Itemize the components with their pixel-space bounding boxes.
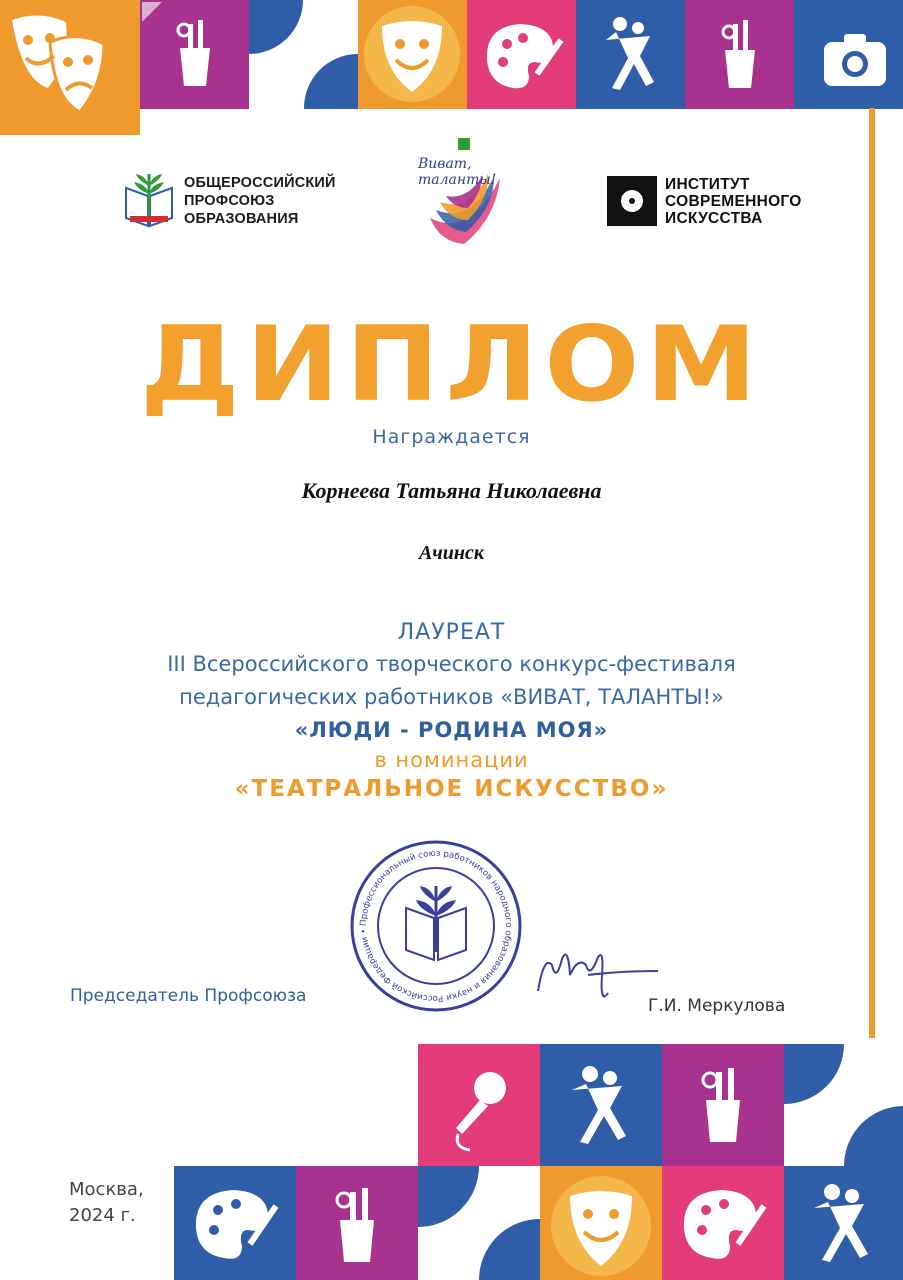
vivat-logo-line: Виват, <box>418 156 472 172</box>
microphone-icon <box>418 1044 540 1166</box>
geo-tile-2 <box>784 1044 903 1166</box>
union-logo-line: ОБЩЕРОССИЙСКИЙ <box>184 175 336 191</box>
signature <box>528 935 668 1015</box>
frame-right <box>869 108 875 1038</box>
palette-icon <box>174 1166 296 1280</box>
contest-line: III Всероссийского творческого конкурс-фестиваля <box>167 652 736 676</box>
institute-logo-line: ИСКУССТВА <box>665 210 763 227</box>
institute-logo-line: ИНСТИТУТ <box>665 176 750 193</box>
art-supplies-tile <box>140 0 249 109</box>
microphone-tile <box>418 1044 540 1166</box>
palette-tile-2 <box>174 1166 296 1280</box>
geo-tile-3 <box>418 1166 540 1280</box>
official-stamp <box>348 836 524 1016</box>
palette-tile-3 <box>662 1166 784 1280</box>
dancers-tile-3 <box>784 1166 903 1280</box>
geo-tile <box>249 0 358 109</box>
art-supplies-tile-2 <box>685 0 794 109</box>
institute-logo-line: СОВРЕМЕННОГО <box>665 193 802 210</box>
contest-line: педагогических работников «ВИВАТ, ТАЛАНТЫ!» <box>179 685 724 709</box>
dancers-tile-2 <box>540 1044 662 1166</box>
project-name: «ЛЮДИ - РОДИНА МОЯ» <box>294 718 609 742</box>
theatre-masks-icon <box>358 0 467 109</box>
place-city: Москва, <box>69 1179 144 1200</box>
theatre-masks-icon <box>540 1166 662 1280</box>
art-supplies-tile-3 <box>662 1044 784 1166</box>
dancers-tile <box>576 0 685 109</box>
palette-icon <box>467 0 576 109</box>
union-logo-line: ОБРАЗОВАНИЯ <box>184 211 299 227</box>
institute-logo <box>607 176 827 232</box>
dancers-icon <box>576 0 685 109</box>
signer-name: Г.И. Меркулова <box>648 996 786 1016</box>
theatre-masks-icon <box>0 0 140 135</box>
camera-icon <box>794 0 903 109</box>
union-emblem-icon <box>120 170 178 228</box>
diploma-title: ДИПЛОМ <box>140 305 763 425</box>
art-supplies-icon <box>662 1044 784 1166</box>
vivat-logo-line: таланты! <box>418 172 497 188</box>
masks-tile <box>0 0 140 135</box>
stamp-text: Профессиональный союз работников народного образования и науки Российской Федерации • <box>358 848 514 1004</box>
union-logo <box>120 170 350 230</box>
union-logo-line: ПРОФСОЮЗ <box>184 193 275 209</box>
place-year: 2024 г. <box>69 1205 136 1226</box>
art-supplies-icon <box>140 0 249 109</box>
vivat-logo <box>410 138 520 258</box>
dancers-icon <box>540 1044 662 1166</box>
dancers-icon <box>784 1166 903 1280</box>
art-supplies-tile-4 <box>296 1166 418 1280</box>
art-supplies-icon <box>296 1166 418 1280</box>
place-date <box>69 1177 144 1229</box>
laureate-label: ЛАУРЕАТ <box>397 620 506 645</box>
camera-tile <box>794 0 903 109</box>
nomination-name: «ТЕАТРАЛЬНОЕ ИСКУССТВО» <box>234 776 669 802</box>
palette-icon <box>662 1166 784 1280</box>
masks-tile-3 <box>540 1166 662 1280</box>
masks-tile-2 <box>358 0 467 109</box>
nomination-label: в номинации <box>374 748 529 772</box>
palette-tile <box>467 0 576 109</box>
institute-emblem-icon <box>607 176 657 226</box>
awarded-label: Награждается <box>372 426 531 448</box>
recipient-city: Ачинск <box>418 542 485 564</box>
recipient-name: Корнеева Татьяна Николаевна <box>301 478 602 503</box>
art-supplies-icon <box>685 0 794 109</box>
chair-label: Председатель Профсоюза <box>70 986 307 1006</box>
